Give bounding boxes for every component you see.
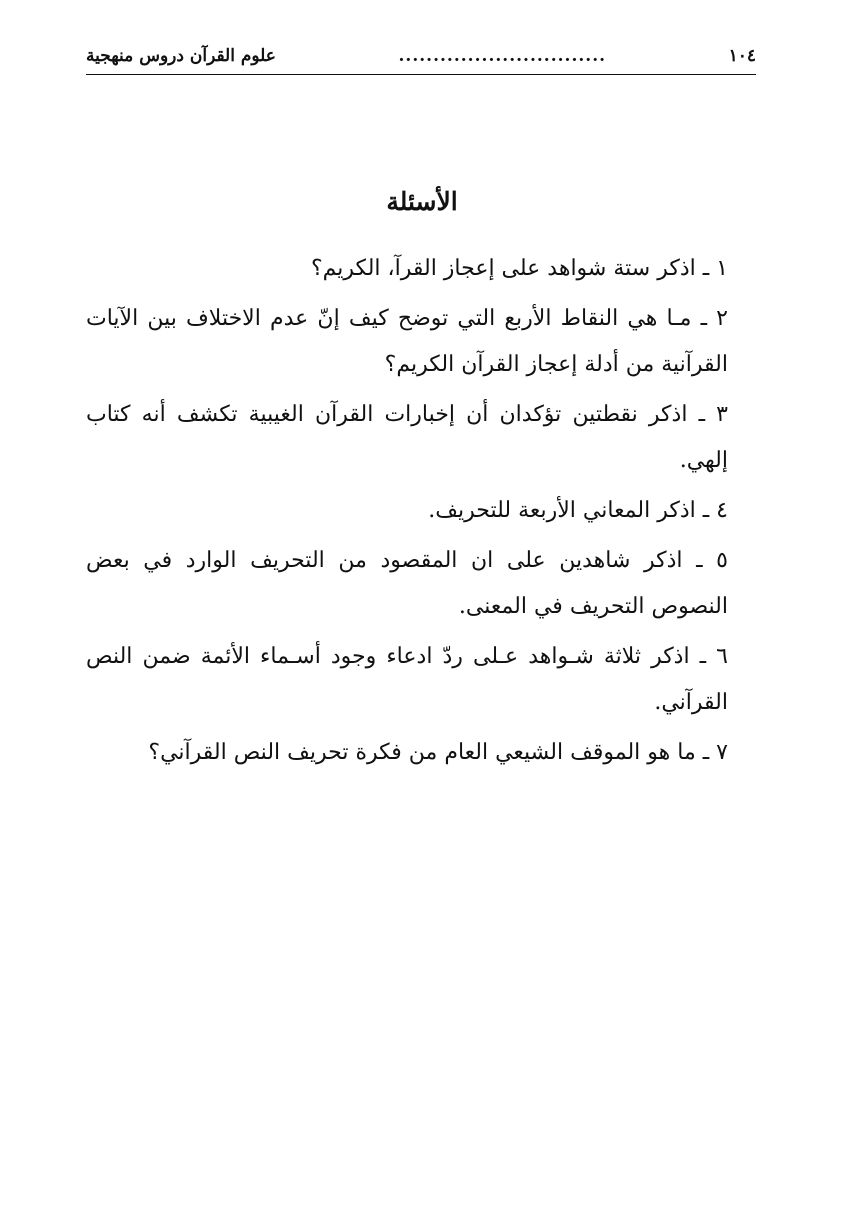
running-header [86, 34, 756, 74]
page-number: ١٠٤ [728, 46, 756, 66]
book-title: علوم القرآن دروس منهجية [86, 46, 276, 66]
question-item: ٣ ـ اذكر نقطتين تؤكدان أن إخبارات القرآن الغيبية تكشف أنه كتاب إلهي. [86, 402, 728, 473]
question-item: ٧ ـ ما هو الموقف الشيعي العام من فكرة تحريف النص القرآني؟ [148, 740, 728, 765]
question-item: ٤ ـ اذكر المعاني الأربعة للتحريف. [428, 498, 728, 523]
questions-list [86, 246, 728, 780]
question-item: ٢ ـ مـا هي النقاط الأربع التي توضح كيف إنّ عدم الاختلاف بين الآيات القرآنية من أدلة إعجاز القرآن الكريم؟ [86, 306, 728, 377]
question-item: ١ ـ اذكر ستة شواهد على إعجاز القرآ، الكريم؟ [310, 256, 728, 281]
question-item: ٦ ـ اذكر ثلاثة شـواهد عـلى ردّ ادعاء وجود أسـماء الأئمة ضمن النص القرآني. [86, 644, 728, 715]
question-item: ٥ ـ اذكر شاهدين على ان المقصود من التحريف الوارد في بعض النصوص التحريف في المعنى. [86, 548, 728, 619]
header-leader-dots: .............................. [398, 46, 607, 66]
header-rule [86, 74, 756, 75]
section-title: الأسئلة [386, 187, 458, 216]
